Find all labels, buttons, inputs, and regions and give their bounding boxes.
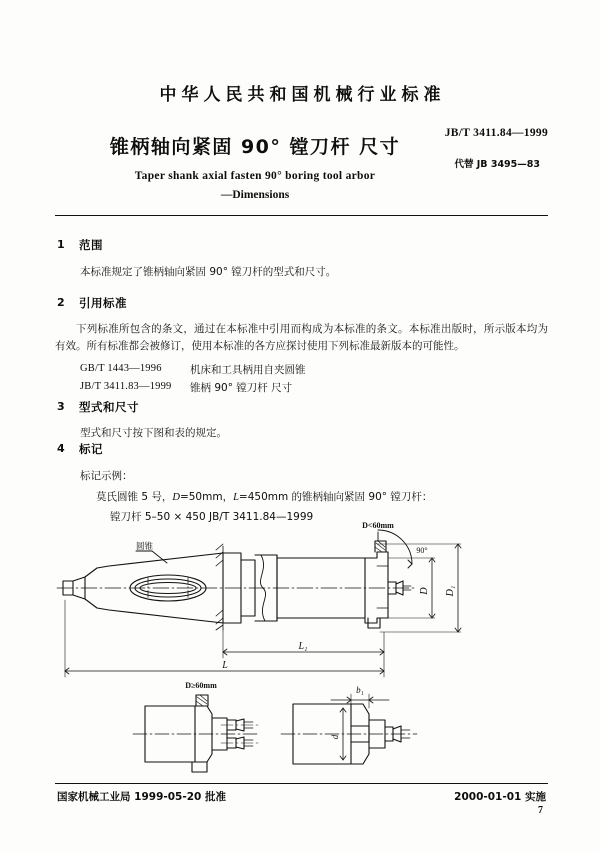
- reference-name-1: 机床和工具柄用自夹圆锥: [190, 364, 306, 376]
- marking-example-label: 标记示例：: [80, 470, 133, 482]
- standard-replaces: 代替 JB 3495—83: [454, 159, 540, 170]
- marking-example-symbol-D: D: [172, 492, 180, 503]
- header-divider: [55, 215, 548, 216]
- reference-code-2: JB/T 3411.83—1999: [80, 381, 172, 392]
- section-2-body: 下列标准所包含的条文，通过在本标准中引用而构成为本标准的条文。本标准出版时，所示版本均为有效。所有标准都会被修订，使用本标准的各方应探讨使用下列标准最新版本的可能性。: [55, 323, 548, 352]
- angle-90-arc: [378, 530, 412, 568]
- drawing-dim-D1: D₁: [445, 585, 456, 597]
- section-1-number: 1: [57, 238, 65, 251]
- technical-drawing: [55, 508, 545, 778]
- drawing-dim-L1: L₁: [298, 641, 308, 652]
- footer-approval: 国家机械工业局 1999-05-20 批准: [57, 791, 226, 803]
- standard-code: JB/T 3411.84—1999: [444, 127, 548, 139]
- marking-example-symbol-L: L: [233, 492, 239, 503]
- section-3-body: 型式和尺寸按下图和表的规定。: [80, 427, 227, 439]
- page-number: 7: [538, 805, 543, 816]
- page-subtitle-en-2: —Dimensions: [220, 189, 290, 201]
- drawing-label-angle-90: 90°: [416, 546, 428, 555]
- section-4-heading: 标记: [79, 442, 103, 456]
- drawing-label-taper: 圆锥: [136, 542, 154, 552]
- section-3-number: 3: [57, 400, 65, 413]
- section-2-number: 2: [57, 296, 65, 309]
- section-4-number: 4: [57, 442, 65, 455]
- reference-name-2: 锥柄 90° 镗刀杆 尺寸: [190, 382, 293, 394]
- detail-view-right: [281, 694, 417, 764]
- drawing-dim-L: L: [222, 660, 228, 671]
- marking-example-line-2: 镗刀杆 5–50 × 450 JB/T 3411.84—1999: [110, 511, 314, 523]
- datum-hatch: [216, 544, 223, 630]
- footer-divider: [55, 783, 548, 784]
- marking-example-part-b: =50mm，: [179, 491, 234, 503]
- detail-view-left: [133, 695, 260, 772]
- footer-effective-date: 2000-01-01 实施: [454, 791, 546, 803]
- page-subtitle-en: Taper shank axial fasten 90° boring tool arbor: [134, 170, 376, 182]
- drawing-dim-d: d: [330, 734, 340, 740]
- marking-example-line-1: [96, 489, 432, 504]
- drawing-dim-D: D: [419, 587, 430, 595]
- tool-head: [365, 552, 388, 628]
- drawing-label-d-lt-60: D<60mm: [362, 521, 394, 530]
- marking-example-part-c: =450mm 的锥柄轴向紧固 90° 镗刀杆：: [238, 491, 433, 503]
- section-1-body: 本标准规定了锥柄轴向紧固 90° 镗刀杆的型式和尺寸。: [80, 266, 337, 278]
- reference-code-1: GB/T 1443—1996: [80, 363, 162, 374]
- standard-org-line: 中华人民共和国机械行业标准: [159, 85, 446, 105]
- section-3-heading: 型式和尺寸: [79, 400, 139, 414]
- drawing-label-d-ge-60: D≥60mm: [185, 681, 217, 690]
- section-2-heading: 引用标准: [79, 296, 127, 310]
- page-title: 锥柄轴向紧固 90° 镗刀杆 尺寸: [109, 136, 401, 158]
- drawing-dim-b1: b₁: [356, 685, 364, 695]
- cutting-insert: [375, 541, 386, 552]
- marking-example-part-a: 莫氏圆锥 5 号，: [96, 491, 173, 503]
- section-1-heading: 范围: [79, 238, 103, 252]
